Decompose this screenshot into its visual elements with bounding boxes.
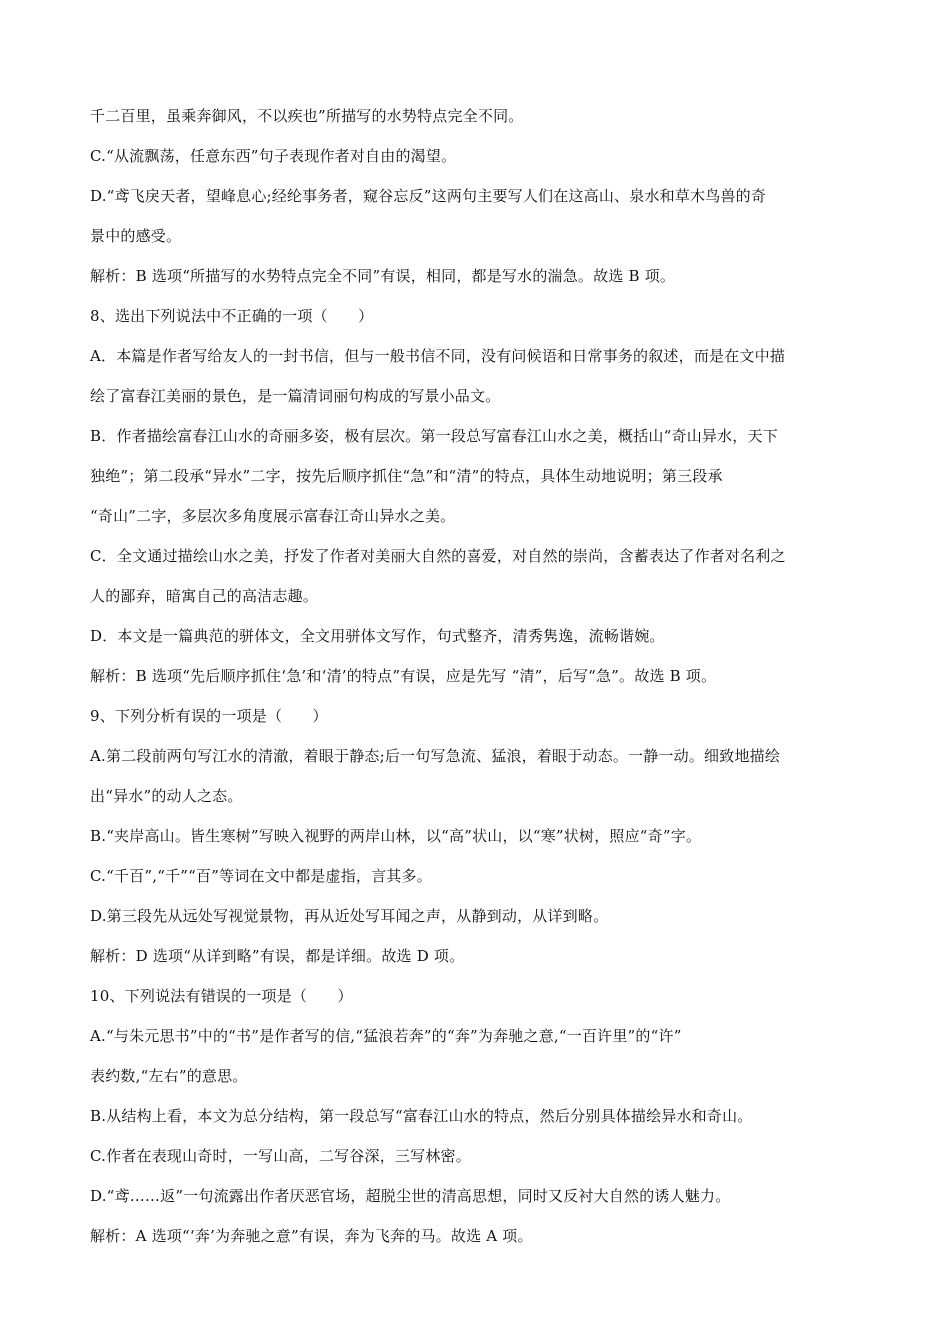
text-line: 景中的感受。: [90, 227, 182, 245]
text-line: “奇山”二字，多层次多角度展示富春江奇山异水之美。: [90, 507, 456, 525]
text-line: 千二百里，虽乘奔御风，不以疾也”所描写的水势特点完全不同。: [90, 107, 524, 125]
answer-explanation: 解析：B 选项“所描写的水势特点完全不同”有误，相同，都是写水的湍急。故选 B 项。: [90, 267, 676, 285]
option-b-text: B.“夹岸高山。皆生寒树”写映入视野的两岸山林，以“高”状山，以“寒”状树，照应“奇”字。: [90, 827, 702, 845]
option-d-text: D.第三段先从远处写视觉景物，再从近处写耳闻之声，从静到动，从详到略。: [90, 907, 609, 925]
option-a-text: A.“与朱元思书”中的“书”是作者写的信,“猛浪若奔”的“奔”为奔驰之意,“一百许里”的“许”: [90, 1027, 682, 1045]
option-a-text: A．本篇是作者写给友人的一封书信，但与一般书信不同，没有问候语和日常事务的叙述，而是在文中描: [90, 347, 786, 365]
question-9-title: 9、下列分析有误的一项是（ ）: [90, 707, 328, 725]
option-c-text: C.“千百”,“千”“百”等词在文中都是虚指，言其多。: [90, 867, 432, 885]
answer-explanation: 解析：A 选项“‘奔’为奔驰之意”有误，奔为飞奔的马。故选 A 项。: [90, 1227, 533, 1245]
question-8-title: 8、选出下列说法中不正确的一项（ ）: [90, 307, 374, 325]
text-line: 人的鄙弃，暗寓自己的高洁志趣。: [90, 587, 319, 605]
text-line: 表约数,“左右”的意思。: [90, 1067, 248, 1085]
option-a-text: A.第二段前两句写江水的清澈，着眼于静态;后一句写急流、猛浪，着眼于动态。一静一动。细致地描绘: [90, 747, 781, 765]
option-c-text: C．全文通过描绘山水之美，抒发了作者对美丽大自然的喜爱，对自然的崇尚，含蓄表达了作者对名利之: [90, 547, 786, 565]
option-c-text: C.作者在表现山奇时，一写山高，二写谷深，三写林密。: [90, 1147, 471, 1165]
text-line: 绘了富春江美丽的景色，是一篇清词丽句构成的写景小品文。: [90, 387, 501, 405]
option-b-text: B.从结构上看，本文为总分结构，第一段总写“富春江山水的特点，然后分别具体描绘异水和奇山。: [90, 1107, 753, 1125]
question-10-title: 10、下列说法有错误的一项是（ ）: [90, 987, 353, 1005]
option-c-text: C.“从流飘荡，任意东西”句子表现作者对自由的渴望。: [90, 147, 457, 165]
option-b-text: B．作者描绘富春江山水的奇丽多姿，极有层次。第一段总写富春江山水之美，概括山“奇山异水，天下: [90, 427, 778, 445]
answer-explanation: 解析：D 选项“从详到略”有误，都是详细。故选 D 项。: [90, 947, 465, 965]
answer-explanation: 解析：B 选项“先后顺序抓住‘急’和‘清’的特点”有误，应是先写 “清”，后写“急”。故选 B 项。: [90, 667, 717, 685]
option-d-text: D.“鸢……返”一句流露出作者厌恶官场，超脱尘世的清高思想，同时又反衬大自然的诱人魅力。: [90, 1187, 731, 1205]
text-line: 出“异水”的动人之态。: [90, 787, 243, 805]
option-d-text: D.“鸢飞戾天者，望峰息心;经纶事务者，窥谷忘反”这两句主要写人们在这高山、泉水和草木鸟兽的奇: [90, 187, 767, 205]
option-d-text: D．本文是一篇典范的骈体文，全文用骈体文写作，句式整齐，清秀隽逸，流畅谐婉。: [90, 627, 665, 645]
text-line: 独绝”；第二段承“异水”二字，按先后顺序抓住“急”和“清”的特点，具体生动地说明；第三段承: [90, 467, 723, 485]
